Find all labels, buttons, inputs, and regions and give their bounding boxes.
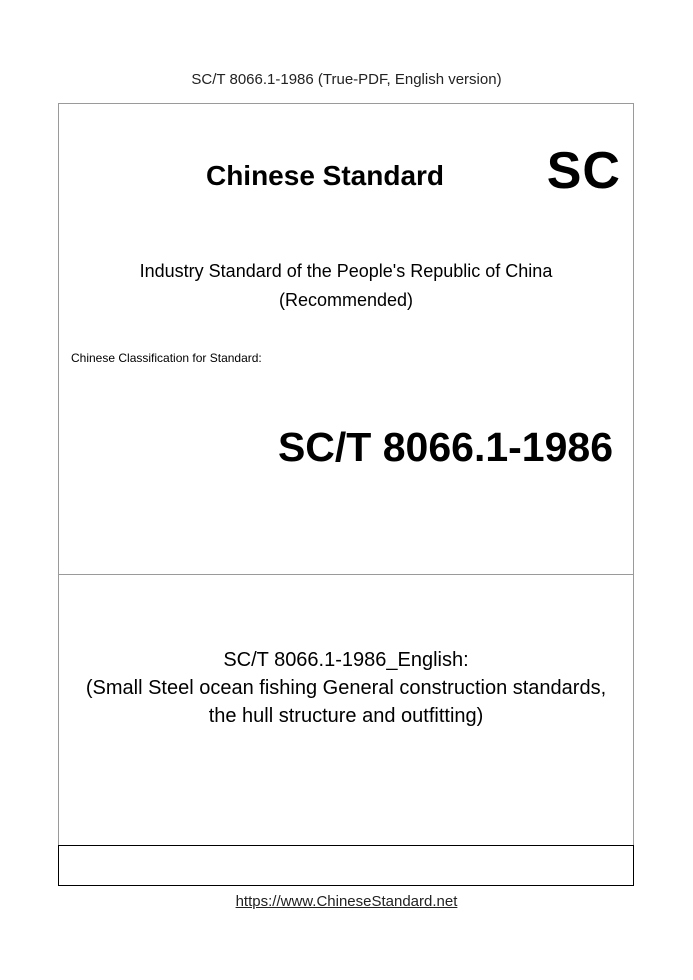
site-link[interactable]: https://www.ChineseStandard.net (235, 893, 458, 910)
site-link-container (0, 893, 693, 910)
industry-statement (59, 257, 633, 315)
page-header: SC/T 8066.1-1986 (True-PDF, English version) (191, 71, 502, 88)
footer-box (58, 845, 634, 886)
standard-number: SC/T 8066.1-1986 (277, 424, 613, 470)
english-title-line2: (Small Steel ocean fishing General construction standards, (85, 677, 607, 699)
industry-statement-line1: Industry Standard of the People's Republic of China (139, 261, 553, 281)
cover-title: Chinese Standard (205, 160, 445, 191)
industry-statement-line2: (Recommended) (278, 290, 414, 310)
frame-divider (59, 574, 633, 575)
cover-frame (58, 103, 634, 886)
english-title-line3: the hull structure and outfitting) (208, 705, 484, 727)
classification-label: Chinese Classification for Standard: (71, 351, 262, 365)
sc-mark: SC (546, 142, 621, 200)
english-title-line1: SC/T 8066.1-1986_English: (223, 649, 469, 671)
english-title (59, 646, 633, 730)
